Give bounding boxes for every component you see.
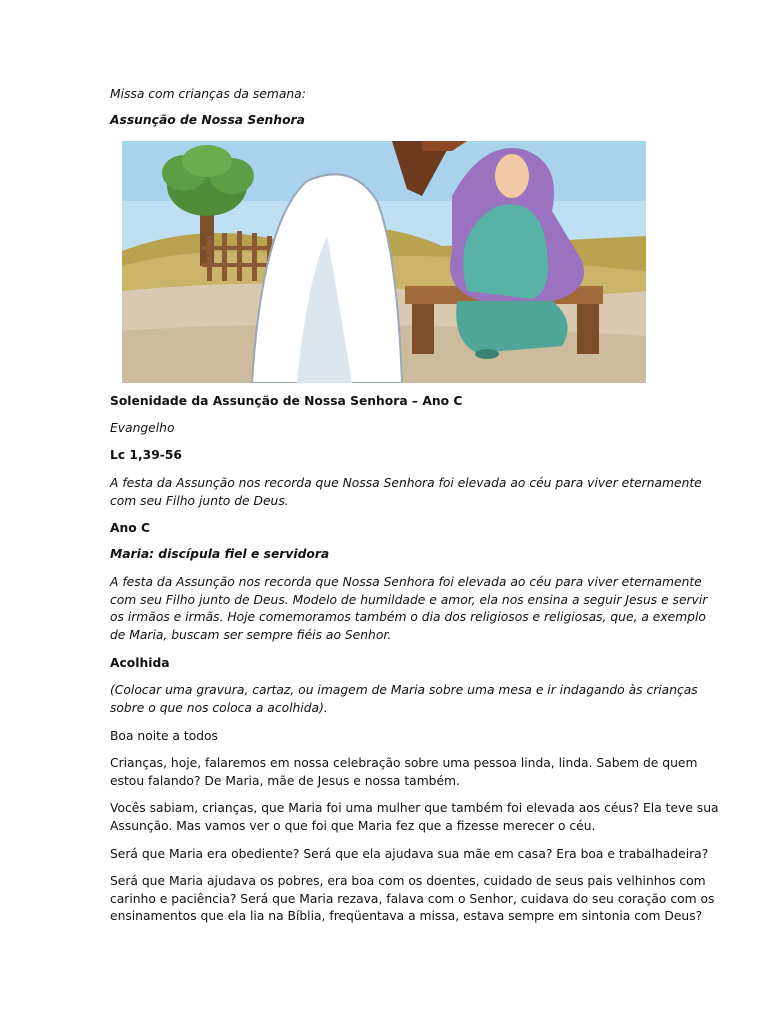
greeting-line: Boa noite a todos [110, 729, 218, 743]
intro-line: Missa com crianças da semana: [110, 87, 306, 101]
feast-title: Assunção de Nossa Senhora [110, 113, 305, 127]
paragraph-4: Será que Maria ajudava os pobres, era boa com os doentes, cuidado de seus pais velhinhos com carinho e paciência? Será que Maria rezava, falava com o Senhor, cuidava do seu coração com os ensinamentos que ela lia na Bíblia, freqüentava a missa, estava sempre em sintonia com Deus? [110, 874, 715, 923]
paragraph-2: Vocês sabiam, crianças, que Maria foi uma mulher que também foi elevada aos céus? Ela teve sua Assunção. Mas vamos ver o que foi que Maria fez que a fizesse merecer o céu. [110, 801, 719, 833]
summary-paragraph: A festa da Assunção nos recorda que Nossa Senhora foi elevada ao céu para viver eternamente com seu Filho junto de Deus. [110, 476, 702, 508]
gospel-label: Evangelho [110, 421, 175, 435]
welcome-instruction: (Colocar uma gravura, cartaz, ou imagem de Maria sobre uma mesa e ir indagando às crianças sobre o que nos coloca a acolhida). [110, 683, 698, 715]
year-label: Ano C [110, 521, 151, 535]
welcome-heading: Acolhida [110, 656, 170, 670]
paragraph-1: Crianças, hoje, falaremos em nossa celebração sobre uma pessoa linda, linda. Sabem de quem estou falando? De Maria, mãe de Jesus e nossa também. [110, 756, 698, 788]
solemnity-heading: Solenidade da Assunção de Nossa Senhora – Ano C [110, 394, 463, 408]
paragraph-3: Será que Maria era obediente? Será que ela ajudava sua mãe em casa? Era boa e trabalhadeira? [110, 847, 709, 861]
gospel-reference: Lc 1,39-56 [110, 448, 182, 462]
theme-paragraph: A festa da Assunção nos recorda que Nossa Senhora foi elevada ao céu para viver eternamente com seu Filho junto de Deus. Modelo de humildade e amor, ela nos ensina a seguir Jesus e servir os irmãos e irmãs. Hoje comemoramos também o dia dos religiosos e religiosas, que, a exemplo de Maria, buscam ser sempre fiéis ao Senhor. [110, 575, 708, 642]
visitation-illustration [122, 141, 646, 383]
theme-heading: Maria: discípula fiel e servidora [110, 547, 330, 561]
